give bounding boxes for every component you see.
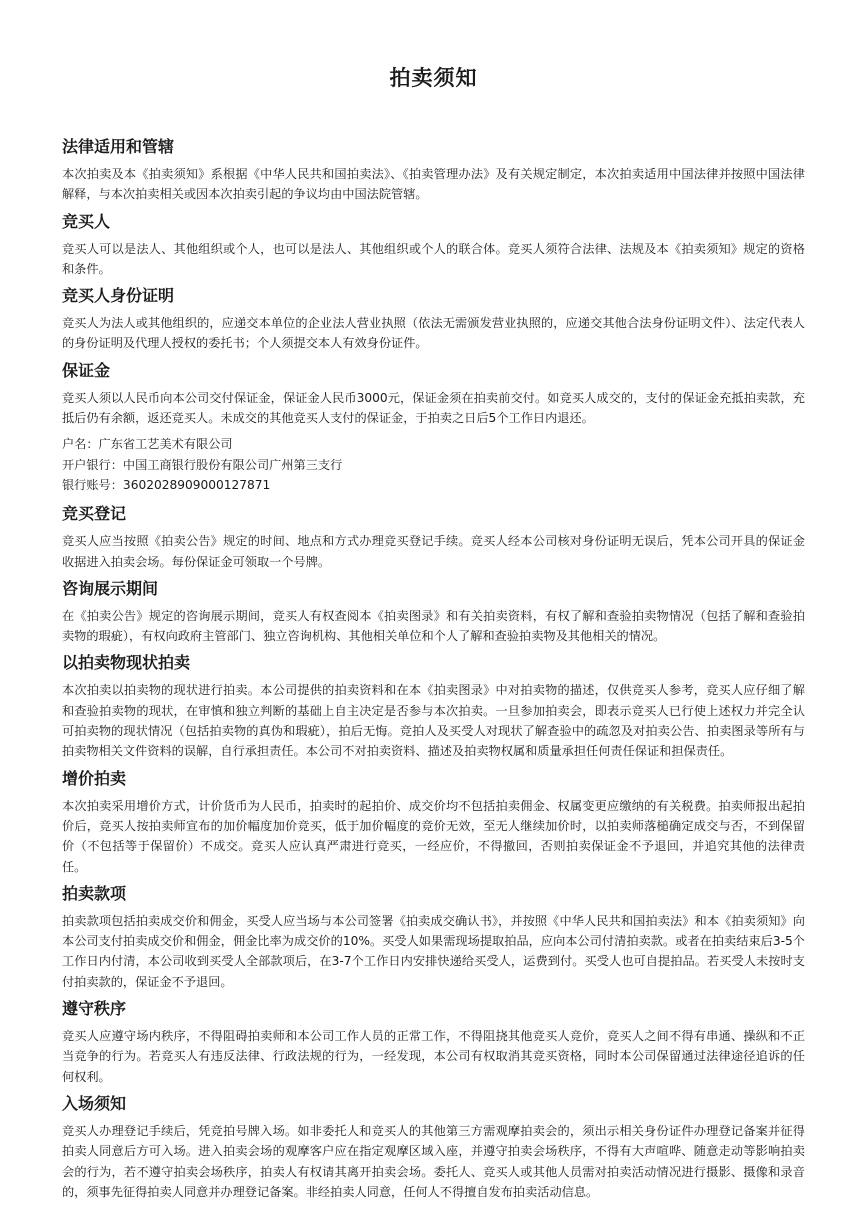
bank-info bbox=[62, 434, 805, 495]
section-deposit bbox=[62, 360, 805, 495]
section-bidder bbox=[62, 211, 805, 280]
section-ascending-bid bbox=[62, 768, 805, 877]
document-title: 拍卖须知 bbox=[389, 66, 478, 90]
section-registration bbox=[62, 503, 805, 572]
section-as-is bbox=[62, 652, 805, 761]
section-paragraph: 本次拍卖以拍卖物的现状进行拍卖。本公司提供的拍卖资料和在本《拍卖图录》中对拍卖物的描述，仅供竞买人参考，竞买人应仔细了解和查验拍卖物的现状，在审慎和独立判断的基础上自主决定是否参与本次拍卖。一旦参加拍卖会，即表示竞买人已行使上述权力并完全认可拍卖物的现状情况（包括拍卖物的真伪和瑕疵），拍后无悔。竞拍人及买受人对现状了解查验中的疏忽及对拍卖公告、拍卖图录等所有与拍卖物相关文件资料的误解，自行承担责任。本公司不对拍卖资料、描述及拍卖物权属和质量承担任何责任保证和担保责任。 bbox=[62, 683, 805, 759]
section-heading: 咨询展示期间 bbox=[62, 578, 159, 598]
section-paragraph: 竞买人为法人或其他组织的，应递交本单位的企业法人营业执照（依法无需颁发营业执照的，应递交其他合法身份证明文件）、法定代表人的身份证明及代理人授权的委托书；个人须提交本人有效身份证件。 bbox=[62, 316, 805, 351]
section-paragraph: 本次拍卖采用增价方式，计价货币为人民币，拍卖时的起拍价、成交价均不包括拍卖佣金、权属变更应缴纳的有关税费。拍卖师报出起拍价后，竞买人按拍卖师宣布的加价幅度加价竞买，低于加价幅度的竞价无效，至无人继续加价时，以拍卖师落槌确定成交与否，不到保留价（不包括等于保留价）不成交。竞买人应认真严肃进行竞买，一经应价，不得撤回，否则拍卖保证金不予退回，并追究其他的法律责任。 bbox=[62, 798, 805, 874]
section-paragraph: 竞买人应遵守场内秩序，不得阻碍拍卖师和本公司工作人员的正常工作，不得阻挠其他竞买人竞价，竞买人之间不得有串通、操纵和不正当竞争的行为。若竞买人有违反法律、行政法规的行为，一经发现，本公司有权取消其竞买资格，同时本公司保留通过法律途径追诉的任何权利。 bbox=[62, 1029, 805, 1084]
section-payment bbox=[62, 883, 805, 992]
section-paragraph: 在《拍卖公告》规定的咨询展示期间，竞买人有权查阅本《拍卖图录》和有关拍卖资料，有权了解和查验拍卖物情况（包括了解和查验拍卖物的瑕疵），有权向政府主管部门、独立咨询机构、其他相关单位和个人了解和查验拍卖物及其他相关的情况。 bbox=[62, 608, 805, 644]
section-legal bbox=[62, 136, 805, 205]
section-preview bbox=[62, 578, 805, 647]
bank-account-name: 户名：广东省工艺美术有限公司 bbox=[62, 437, 233, 452]
section-heading: 保证金 bbox=[62, 360, 111, 380]
section-paragraph: 拍卖款项包括拍卖成交价和佣金，买受人应当场与本公司签署《拍卖成交确认书》，并按照《中华人民共和国拍卖法》和本《拍卖须知》向本公司支付拍卖成交价和佣金，佣金比率为成交价的10%。买受人如果需现场提取拍品，应向本公司付清拍卖款。或者在拍卖结束后3-5个工作日内付清，本公司收到买受人全部款项后，在3-7个工作日内安排快递给买受人，运费到付。买受人也可自提拍品。若买受人未按时支付拍卖款的，保证金不予退回。 bbox=[62, 913, 805, 989]
section-heading: 法律适用和管辖 bbox=[62, 137, 175, 156]
section-heading: 以拍卖物现状拍卖 bbox=[62, 653, 191, 673]
section-heading: 竞买登记 bbox=[62, 504, 127, 524]
section-paragraph: 竞买人应当按照《拍卖公告》规定的时间、地点和方式办理竞买登记手续。竞买人经本公司核对身份证明无误后，凭本公司开具的保证金收据进入拍卖会场。每份保证金可领取一个号牌。 bbox=[62, 534, 805, 569]
section-paragraph: 竞买人可以是法人、其他组织或个人，也可以是法人、其他组织或个人的联合体。竞买人须符合法律、法规及本《拍卖须知》规定的资格和条件。 bbox=[62, 241, 805, 276]
bank-account-number: 银行账号：3602028909000127871 bbox=[62, 477, 271, 492]
section-order bbox=[62, 998, 805, 1087]
section-heading: 拍卖款项 bbox=[62, 883, 127, 903]
section-paragraph: 竞买人须以人民币向本公司交付保证金，保证金人民币3000元，保证金须在拍卖前交付。如竞买人成交的，支付的保证金充抵拍卖款，充抵后仍有余额，返还竞买人。未成交的其他竞买人支付的保证金，于拍卖之日后5个工作日内退还。 bbox=[62, 390, 805, 426]
section-heading: 入场须知 bbox=[62, 1093, 127, 1113]
section-entry bbox=[62, 1093, 805, 1202]
section-heading: 竞买人 bbox=[62, 211, 111, 231]
section-heading: 遵守秩序 bbox=[62, 999, 127, 1019]
section-heading: 增价拍卖 bbox=[62, 768, 127, 788]
section-heading: 竞买人身份证明 bbox=[62, 286, 175, 306]
section-paragraph: 竞买人办理登记手续后，凭竞拍号牌入场。如非委托人和竞买人的其他第三方需观摩拍卖会的，须出示相关身份证件办理登记备案并征得拍卖人同意后方可入场。进入拍卖会场的观摩客户应在指定观摩区域入座，并遵守拍卖会场秩序，不得有大声喧哗、随意走动等影响拍卖会的行为，若不遵守拍卖会场秩序，拍卖人有权请其离开拍卖会场。委托人、竞买人或其他人员需对拍卖活动情况进行摄影、摄像和录音的，须事先征得拍卖人同意并办理登记备案。非经拍卖人同意，任何人不得擅自发布拍卖活动信息。 bbox=[62, 1123, 805, 1199]
bank-name: 开户银行：中国工商银行股份有限公司广州第三支行 bbox=[62, 457, 343, 472]
section-paragraph: 本次拍卖及本《拍卖须知》系根据《中华人民共和国拍卖法》、《拍卖管理办法》及有关规定制定，本次拍卖适用中国法律并按照中国法律解释，与本次拍卖相关或因本次拍卖引起的争议均由中国法院管辖。 bbox=[62, 167, 805, 202]
section-bidder-id bbox=[62, 285, 805, 354]
